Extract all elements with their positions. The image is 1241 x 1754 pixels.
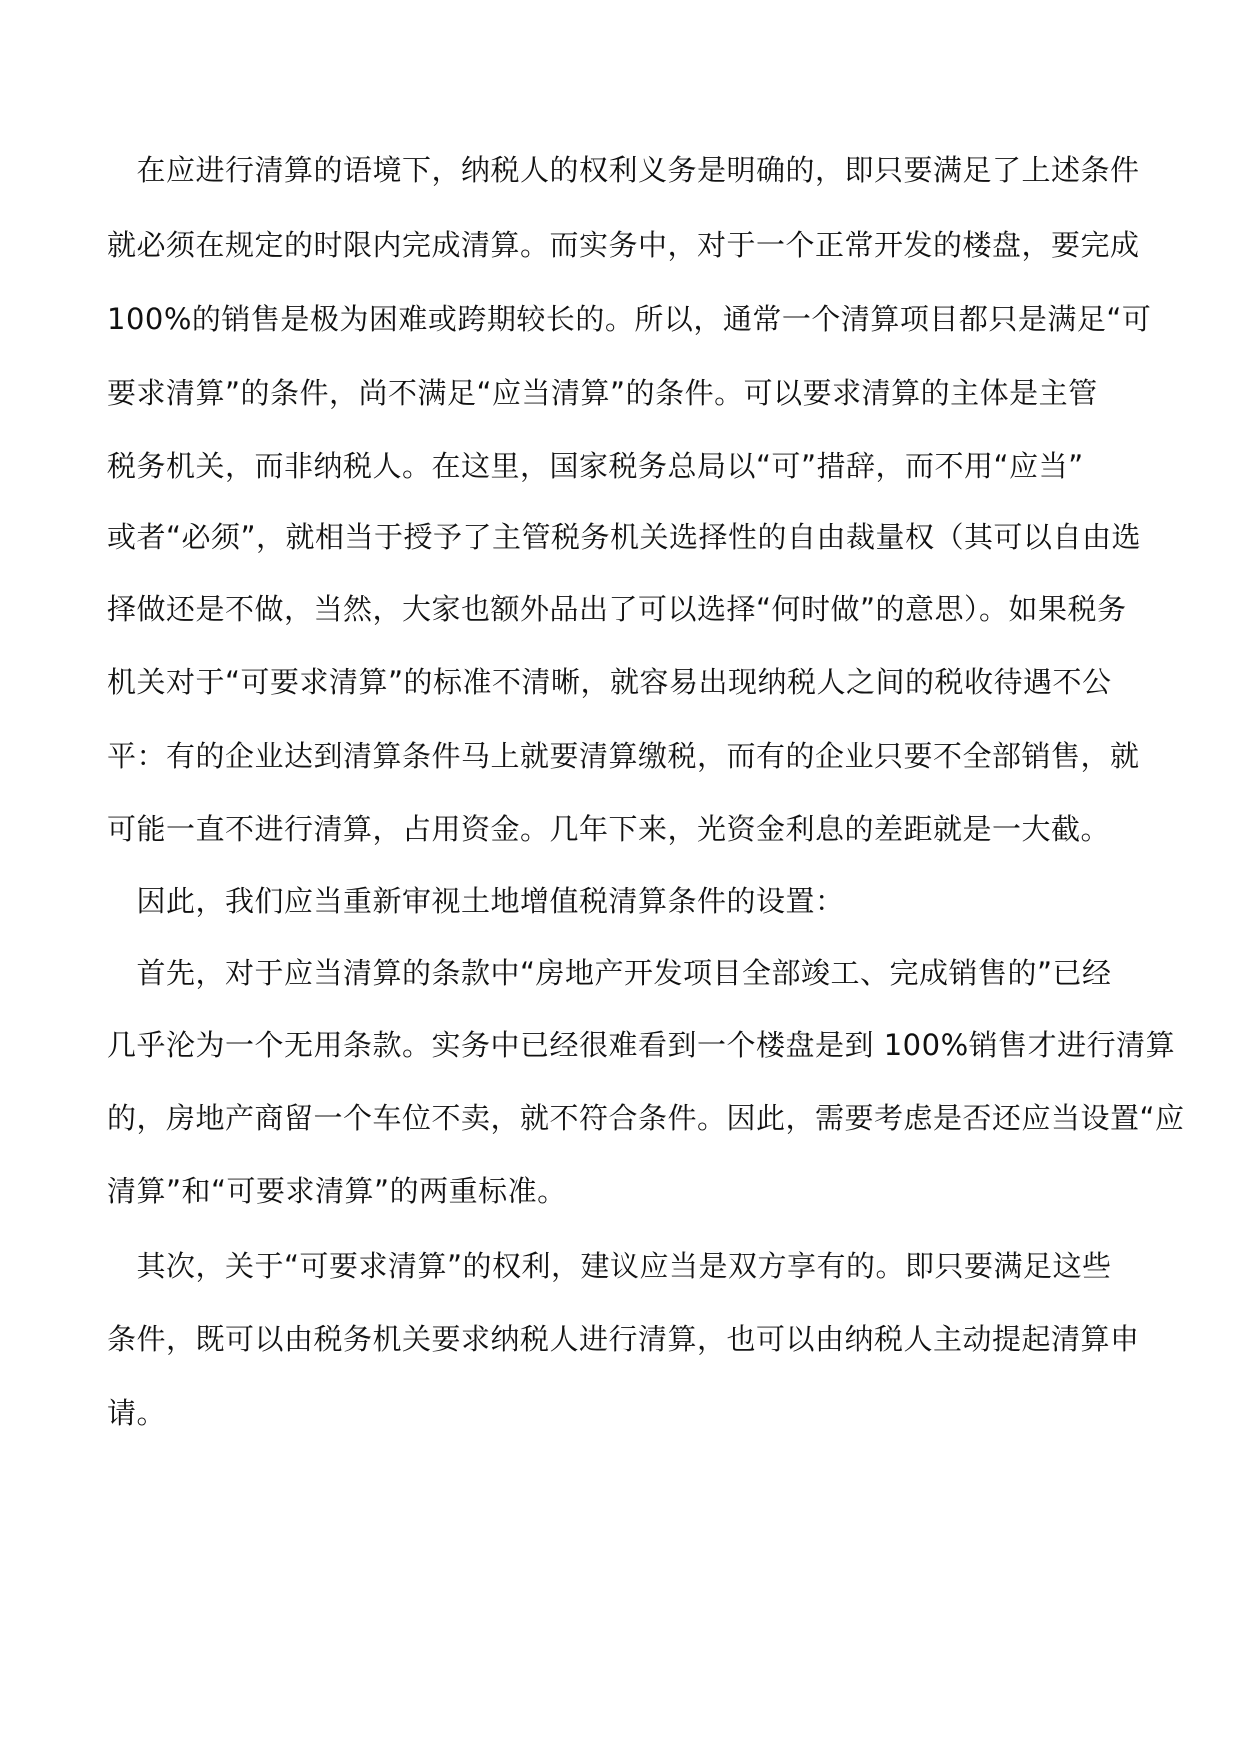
text-line: 因此，我们应当重新审视土地增值税清算条件的设置：	[107, 884, 845, 918]
text-line: 在应进行清算的语境下，纳税人的权利义务是明确的，即只要满足了上述条件	[107, 153, 1140, 187]
text-line: 机关对于“可要求清算”的标准不清晰，就容易出现纳税人之间的税收待遇不公	[107, 665, 1112, 699]
text-line: 请。	[107, 1396, 167, 1430]
text-line: 条件，既可以由税务机关要求纳税人进行清算，也可以由纳税人主动提起清算申	[107, 1322, 1140, 1356]
text-line: 首先，对于应当清算的条款中“房地产开发项目全部竣工、完成销售的”已经	[107, 956, 1112, 990]
text-line: 可能一直不进行清算，占用资金。几年下来，光资金利息的差距就是一大截。	[107, 812, 1111, 846]
text-line: 100%的销售是极为困难或跨期较长的。所以，通常一个清算项目都只是满足“可	[107, 302, 1152, 336]
text-line: 平：有的企业达到清算条件马上就要清算缴税，而有的企业只要不全部销售，就	[107, 739, 1140, 773]
text-line: 清算”和“可要求清算”的两重标准。	[107, 1174, 567, 1208]
text-line: 择做还是不做，当然，大家也额外品出了可以选择“何时做”的意思）。如果税务	[107, 592, 1127, 626]
text-line: 的，房地产商留一个车位不卖，就不符合条件。因此，需要考虑是否还应当设置“应	[107, 1101, 1185, 1135]
text-line: 就必须在规定的时限内完成清算。而实务中，对于一个正常开发的楼盘，要完成	[107, 228, 1140, 262]
text-line: 几乎沦为一个无用条款。实务中已经很难看到一个楼盘是到 100%销售才进行清算	[107, 1028, 1176, 1062]
text-line: 要求清算”的条件，尚不满足“应当清算”的条件。可以要求清算的主体是主管	[107, 376, 1098, 410]
text-line: 其次，关于“可要求清算”的权利，建议应当是双方享有的。即只要满足这些	[107, 1249, 1112, 1283]
text-line: 或者“必须”，就相当于授予了主管税务机关选择性的自由裁量权（其可以自由选	[107, 520, 1142, 554]
text-line: 税务机关，而非纳税人。在这里，国家税务总局以“可”措辞，而不用“应当”	[107, 449, 1084, 483]
